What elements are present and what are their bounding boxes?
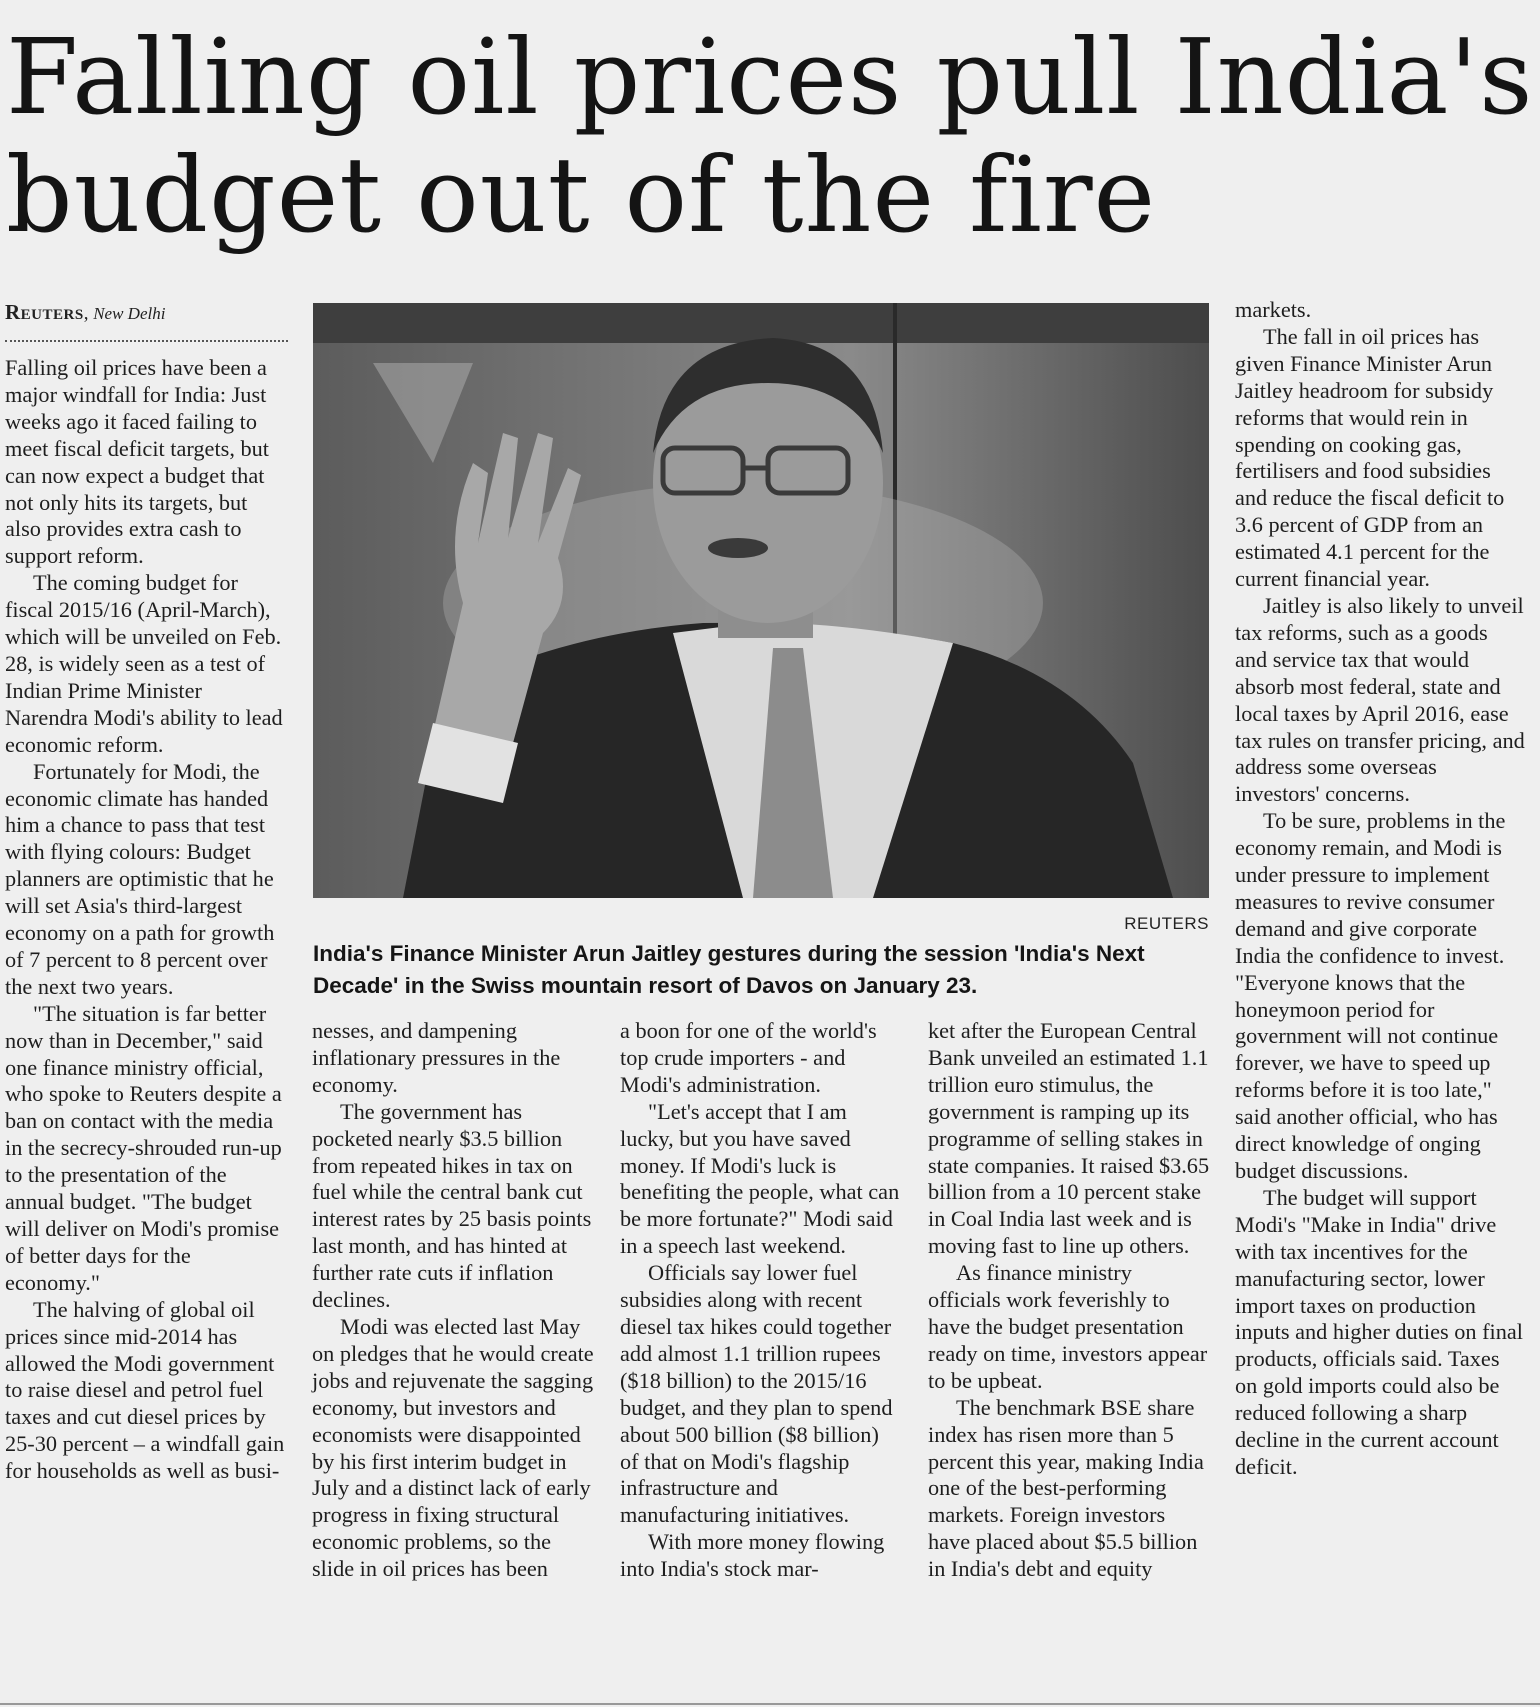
byline-agency: Reuters [5, 300, 84, 324]
paragraph: The halving of global oil prices since mid-2014 has allowed the Modi government to raise diesel and petrol fuel taxes and cut diesel prices by 25-30 percent – a windfall gain for households as well as busi- [5, 1296, 285, 1484]
paragraph: The budget will support Modi's "Make in India" drive with tax incentives for the manufacturing sector, lower import taxes on production inputs and higher duties on final products, officials said. Taxes on gold imports could also be reduced following a sharp decline in the current account deficit. [1235, 1184, 1523, 1479]
byline-separator: , [83, 303, 94, 324]
portrait-photo-icon [313, 303, 1209, 898]
paragraph: Modi was elected last May on pledges that he would create jobs and rejuvenate the sagging economy, but investors and economists were disappointed by his first interim budget in July and a distinct lack of early progress in fixing structural economic problems, so the slide in oil prices has been [312, 1313, 594, 1582]
paragraph: markets. [1235, 297, 1312, 322]
paragraph: The benchmark BSE share index has risen more than 5 percent this year, making India one of the best-performing markets. Foreign investors have placed about $5.5 billion in India's debt and equity [928, 1394, 1204, 1582]
paragraph: "The situation is far better now than in December," said one finance ministry official, who spoke to Reuters despite a ban on contact with the media in the secrecy-shrouded run-up to the presentation of the annual budget. "The budget will deliver on Modi's promise of better days for the economy." [5, 1000, 282, 1295]
paragraph: Jaitley is also likely to unveil tax reforms, such as a goods and service tax that would absorb most federal, state and local taxes by April 2016, ease tax rules on transfer pricing, and address some overseas investors' concerns. [1235, 592, 1525, 807]
bottom-rule [0, 1703, 1540, 1705]
paragraph: With more money flowing into India's stock mar- [620, 1529, 885, 1582]
paragraph: ket after the European Central Bank unveiled an estimated 1.1 trillion euro stimulus, the government is ramping up its programme of selling stakes in state companies. It raised $3.65 billion from a 10 percent stake in Coal India last week and is moving fast to line up others. [928, 1018, 1210, 1259]
paragraph: Fortunately for Modi, the economic climate has handed him a chance to pass that test with flying colours: Budget planners are optimistic that he will set Asia's third-largest economy on a path for growth of 7 percent to 8 percent over the next two years. [5, 758, 275, 999]
paragraph: The fall in oil prices has given Finance Minister Arun Jaitley headroom for subsidy reforms that would rein in spending on cooking gas, fertilisers and food subsidies and reduce the fiscal deficit to 3.6 percent of GDP from an estimated 4.1 percent for the current financial year. [1235, 323, 1505, 592]
article-photo [313, 303, 1209, 898]
paragraph: The coming budget for fiscal 2015/16 (April-March), which will be unveiled on Feb. 28, is widely seen as a test of Indian Prime Minister Narendra Modi's ability to lead economic reform. [5, 570, 283, 757]
article-column-4 [928, 1018, 1210, 1583]
byline [5, 300, 288, 326]
article-column-1 [5, 355, 288, 1485]
article-column-2 [312, 1018, 594, 1583]
headline: Falling oil prices pull India's budget out of the fire [6, 16, 1534, 256]
paragraph: Officials say lower fuel subsidies along with recent diesel tax hikes could together add almost 1.1 trillion rupees ($18 billion) to the 2015/16 budget, and they plan to spend about 500 billion ($8 billion) of that on Modi's flagship infrastructure and manufacturing initiatives. [620, 1260, 893, 1528]
photo-credit: REUTERS [1124, 914, 1209, 933]
article-column-5 [1235, 297, 1525, 1481]
paragraph: As finance ministry officials work feverishly to have the budget presentation ready on time, investors appear to be upbeat. [928, 1260, 1208, 1393]
paragraph: Falling oil prices have been a major windfall for India: Just weeks ago it faced failing to meet fiscal deficit targets, but can now expect a budget that not only hits its targets, but also provides extra cash to support reform. [5, 355, 269, 569]
paragraph: a boon for one of the world's top crude importers - and Modi's administration. [620, 1018, 877, 1097]
article-column-3 [620, 1018, 902, 1583]
byline-location: New Delhi [93, 304, 166, 323]
byline-divider [5, 340, 288, 342]
paragraph: To be sure, problems in the economy remain, and Modi is under pressure to implement measures to revive consumer demand and give corporate India the confidence to invest. "Everyone knows that the honeymoon period for government will not continue forever, we have to speed up reforms before it is too late," said another official, who has direct knowledge of onging budget discussions. [1235, 808, 1506, 1183]
paragraph: "Let's accept that I am lucky, but you have saved money. If Modi's luck is benefiting the people, what can be more fortunate?" Modi said in a speech last weekend. [620, 1098, 900, 1259]
photo-caption: India's Finance Minister Arun Jaitley gestures during the session 'India's Next Decade' in the Swiss mountain resort of Davos on January 23. [313, 941, 1145, 998]
paragraph: The government has pocketed nearly $3.5 billion from repeated hikes in tax on fuel while the central bank cut interest rates by 25 basis points last month, and has hinted at further rate cuts if inflation declines. [312, 1098, 592, 1313]
paragraph: nesses, and dampening inflationary pressures in the economy. [312, 1018, 561, 1097]
